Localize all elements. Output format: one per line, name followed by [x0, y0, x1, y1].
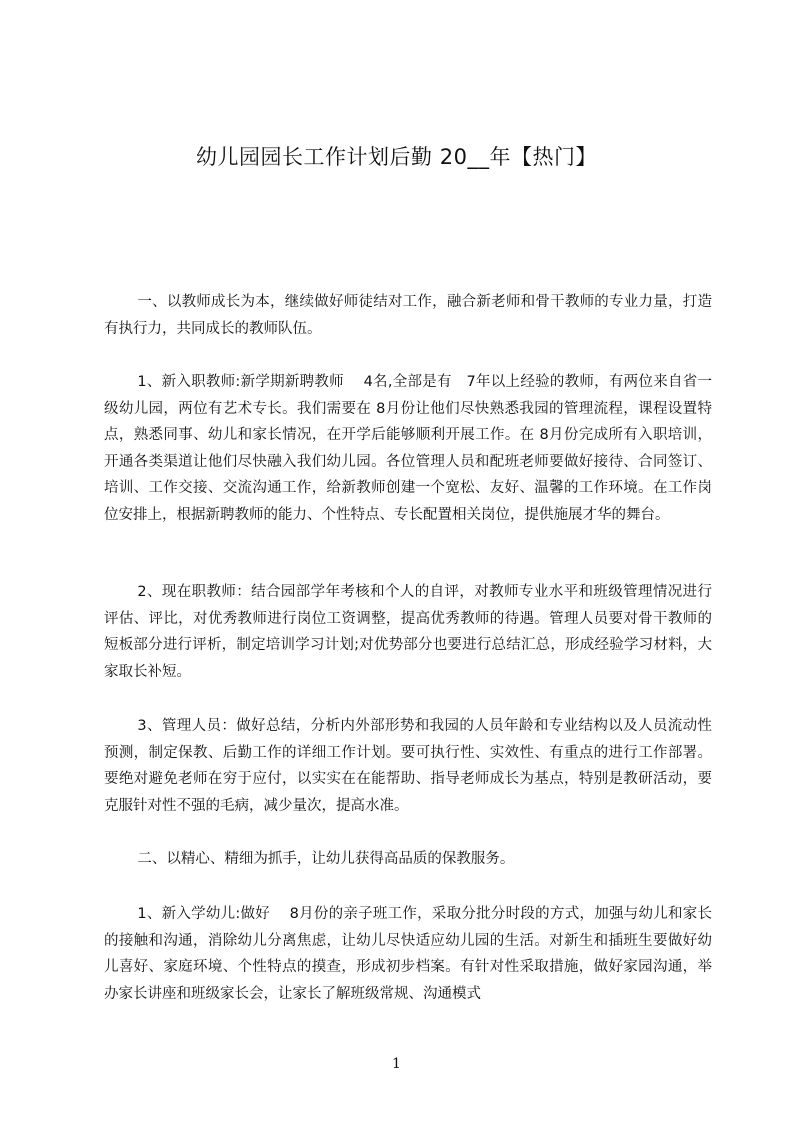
paragraph-new-children: 1、新入学幼儿:做好 8月份的亲子班工作，采取分批分时段的方式，加强与幼儿和家长的接触和沟通，消除幼儿分离焦虑，让幼儿尽快适应幼儿园的生活。对新生和插班生要做好幼儿喜好、家庭环境、个性特点的摸查，形成初步档案。有针对性采取措施，做好家园沟通，举办家长讲座和班级家长会，让家长了解班级常规、沟通模式 — [104, 906, 712, 1002]
document-title: 幼儿园园长工作计划后勤 20__年【热门】 — [196, 145, 597, 169]
paragraph-management-staff: 3、管理人员：做好总结，分析内外部形势和我园的人员年龄和专业结构以及人员流动性预测，制定保教、后勤工作的详细工作计划。要可执行性、实效性、有重点的进行工作部署。要绝对避免老师在穷于应付，以实实在在能帮助、指导老师成长为基点，特别是教研活动，要克服针对性不强的毛病，减少量次，提高水准。 — [104, 718, 712, 814]
paragraph-current-teachers: 2、现在职教师：结合园部学年考核和个人的自评，对教师专业水平和班级管理情况进行评估、评比，对优秀教师进行岗位工资调整，提高优秀教师的待遇。管理人员要对骨干教师的短板部分进行评析，制定培训学习计划;对优势部分也要进行总结汇总，形成经验学习材料，大家取长补短。 — [104, 584, 712, 680]
page-number: 1 — [392, 1056, 401, 1072]
paragraph-section-two-heading: 二、以精心、精细为抓手，让幼儿获得高品质的保教服务。 — [137, 851, 515, 867]
paragraph-teacher-growth: 一、以教师成长为本，继续做好师徒结对工作，融合新老师和骨干教师的专业力量，打造有执行力，共同成长的教师队伍。 — [104, 294, 712, 337]
paragraph-new-teachers: 1、新入职教师:新学期新聘教师 4名,全部是有 7年以上经验的教师，有两位来自省一级幼儿园，两位有艺术专长。我们需要在 8月份让他们尽快熟悉我园的管理流程，课程设置特点，熟悉同事、幼儿和家长情况，在开学后能够顺利开展工作。在 8月份完成所有入职培训，开通各类渠道让他们尽快融入我们幼儿园。各位管理人员和配班老师要做好接待、合同签订、培训、工作交接、交流沟通工作，给新教师创建一个宽松、友好、温馨的工作环境。在工作岗位安排上，根据新聘教师的能力、个性特点、专长配置相关岗位，提供施展才华的舞台。 — [104, 374, 712, 523]
